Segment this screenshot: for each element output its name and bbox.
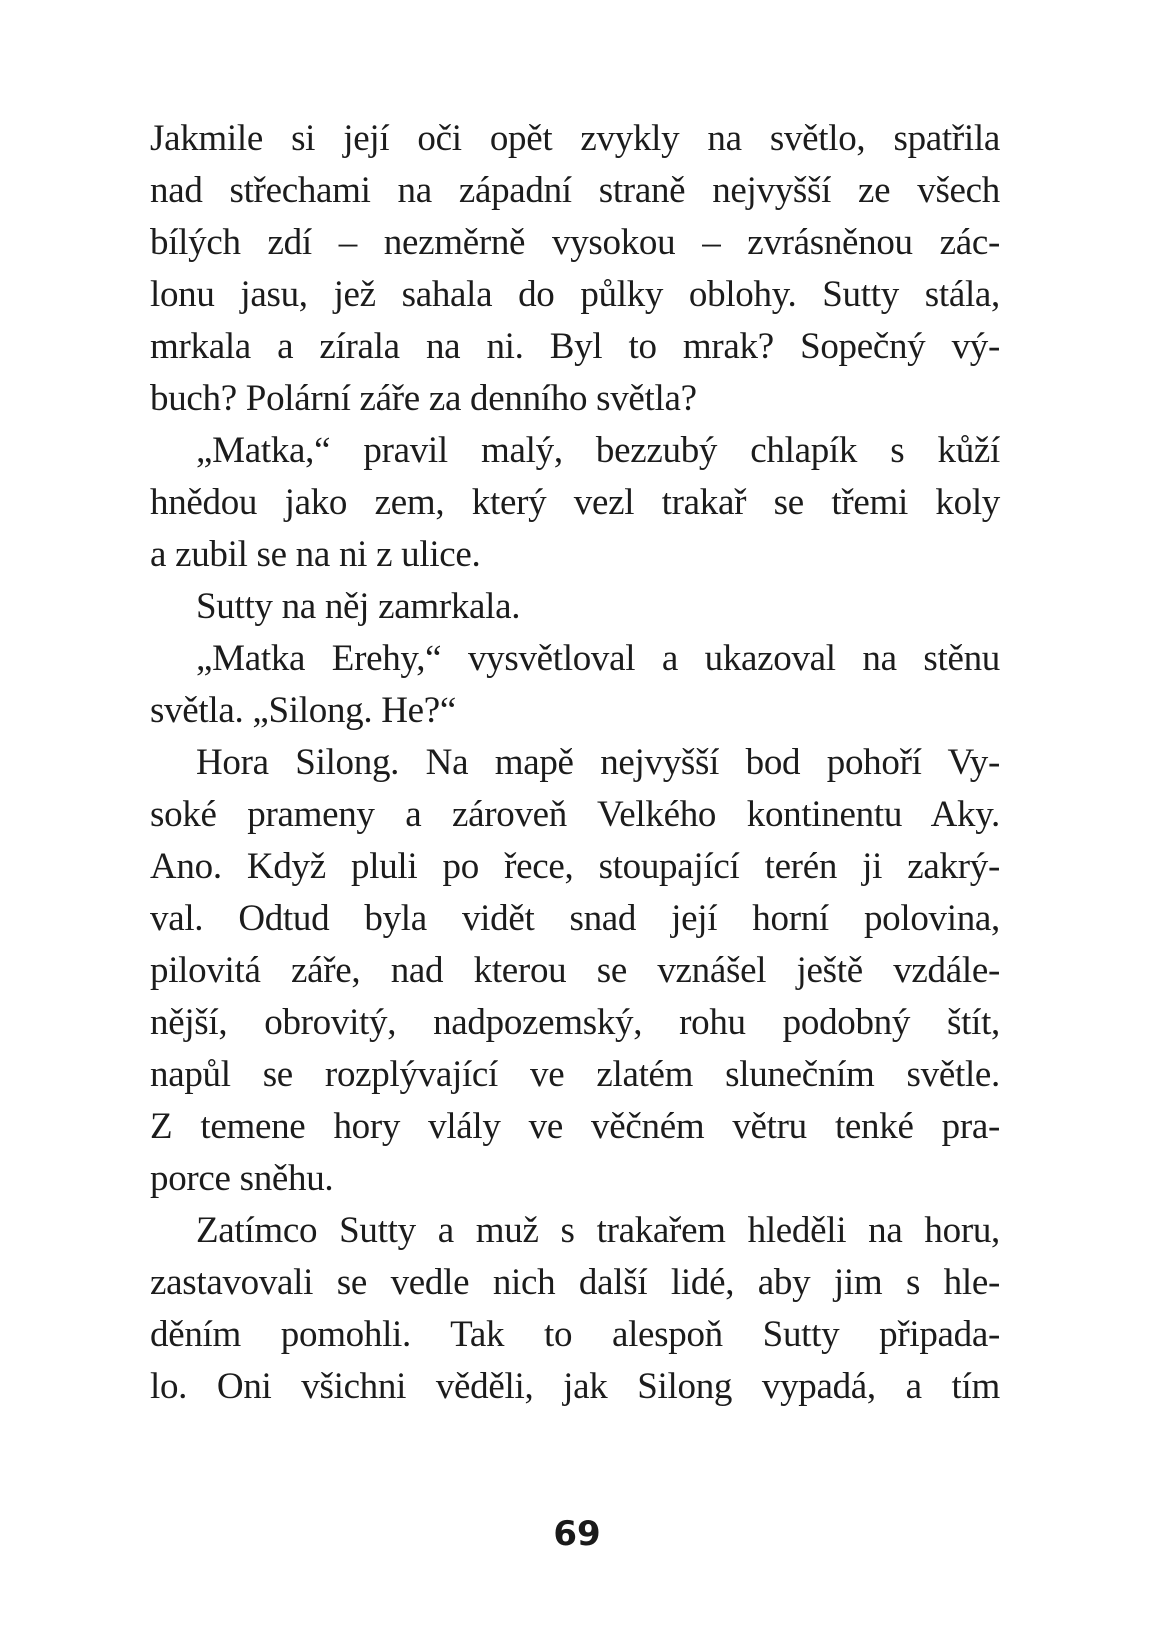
text-line: lonu jasu, jež sahala do půlky oblohy. Sutty stála, bbox=[150, 274, 1000, 315]
text-line: bílých zdí – nezměrně vysokou – zvrásněnou zác- bbox=[150, 222, 1000, 263]
text-line: val. Odtud byla vidět snad její horní polovina, bbox=[150, 898, 1000, 939]
text-line: světla. „Silong. He?“ bbox=[150, 690, 457, 731]
text-line: Hora Silong. Na mapě nejvyšší bod pohoří Vy- bbox=[196, 742, 1000, 783]
text-line: mrkala a zírala na ni. Byl to mrak? Sopečný vý- bbox=[150, 326, 1000, 367]
text-line: Jakmile si její oči opět zvykly na světlo, spatřila bbox=[150, 118, 1000, 159]
text-line: „Matka Erehy,“ vysvětloval a ukazoval na stěnu bbox=[196, 638, 1000, 679]
text-line: napůl se rozplývající ve zlatém slunečním světle. bbox=[150, 1054, 1000, 1095]
body-text bbox=[150, 113, 1000, 1413]
text-line: porce sněhu. bbox=[150, 1158, 334, 1199]
text-line: nější, obrovitý, nadpozemský, rohu podobný štít, bbox=[150, 1002, 1000, 1043]
text-line: děním pomohli. Tak to alespoň Sutty připada- bbox=[150, 1314, 1000, 1355]
text-line: soké prameny a zároveň Velkého kontinentu Aky. bbox=[150, 794, 1000, 835]
text-line: pilovitá záře, nad kterou se vznášel ještě vzdále- bbox=[150, 950, 1000, 991]
text-line: zastavovali se vedle nich další lidé, aby jim s hle- bbox=[150, 1262, 1000, 1303]
text-line: Sutty na něj zamrkala. bbox=[196, 586, 521, 627]
text-line: buch? Polární záře za denního světla? bbox=[150, 378, 697, 419]
text-line: a zubil se na ni z ulice. bbox=[150, 534, 481, 575]
text-line: hnědou jako zem, který vezl trakař se třemi koly bbox=[150, 482, 1000, 523]
page-number: 69 bbox=[553, 1514, 601, 1554]
text-line: Ano. Když pluli po řece, stoupající terén ji zakrý- bbox=[150, 846, 1000, 887]
text-line: Zatímco Sutty a muž s trakařem hleděli na horu, bbox=[196, 1210, 1000, 1251]
text-line: „Matka,“ pravil malý, bezzubý chlapík s kůží bbox=[196, 430, 1000, 471]
text-line: lo. Oni všichni věděli, jak Silong vypadá, a tím bbox=[150, 1366, 1000, 1407]
text-line: Z temene hory vlály ve věčném větru tenké pra- bbox=[150, 1106, 1000, 1147]
text-line: nad střechami na západní straně nejvyšší ze všech bbox=[150, 170, 1000, 211]
